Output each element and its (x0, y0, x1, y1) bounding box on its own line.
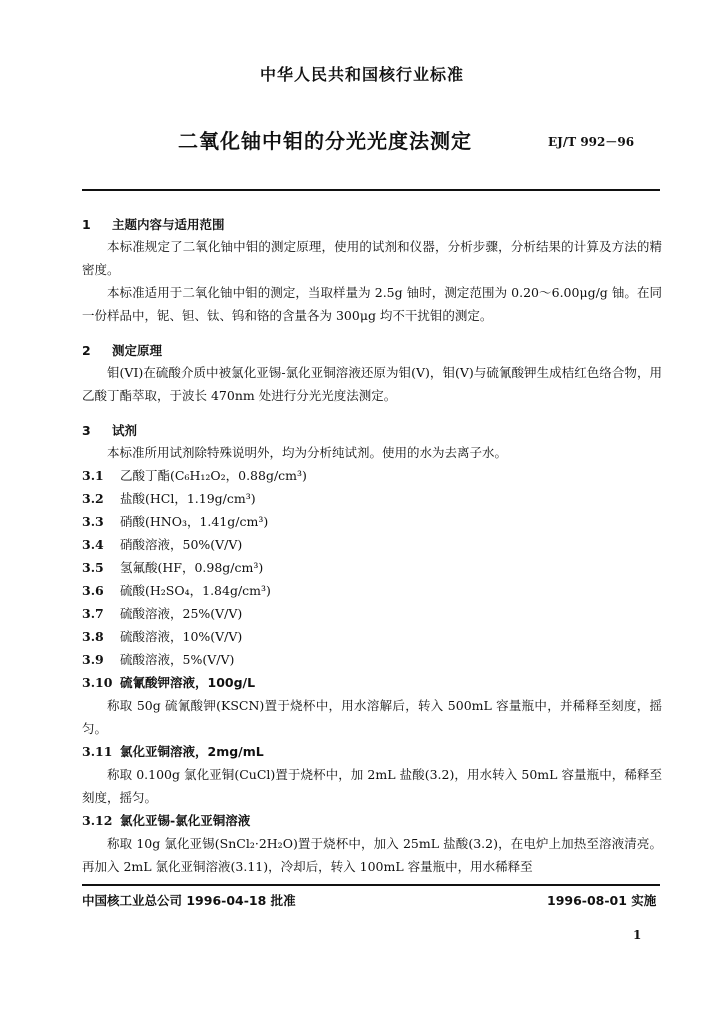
reagent-item: 3.3 硝酸(HNO₃，1.41g/cm³) (82, 514, 269, 529)
reagent-item: 3.6 硫酸(H₂SO₄，1.84g/cm³) (82, 583, 271, 598)
implementation-date: 1996-08-01 实施 (547, 893, 657, 908)
reagent-item: 3.9 硫酸溶液，5%(V/V) (82, 652, 235, 667)
paragraph: 钼(VI)在硫酸介质中被氯化亚锡-氯化亚铜溶液还原为钼(V)，钼(V)与硫氰酸钾生成桔红色络合物，用乙酸丁酯萃取，于波长 470nm 处进行分光光度法测定。 (82, 365, 662, 403)
standard-code: EJ/T 992－96 (548, 135, 635, 149)
reagent-item: 3.8 硫酸溶液，10%(V/V) (82, 629, 243, 644)
reagent-item: 3.12 氯化亚锡-氯化亚铜溶液 (82, 813, 251, 828)
document-title: 二氧化铀中钼的分光光度法测定 (178, 129, 472, 153)
reagent-item: 3.10 硫氰酸钾溶液，100g/L (82, 675, 256, 690)
reagent-description: 称取 50g 硫氰酸钾(KSCN)置于烧杯中，用水溶解后，转入 500mL 容量瓶中，并稀释至刻度，摇匀。 (82, 698, 662, 736)
section-heading: 2 测定原理 (82, 343, 163, 358)
section-heading: 3 试剂 (82, 423, 138, 438)
footer-divider (82, 884, 660, 886)
paragraph: 本标准规定了二氧化铀中钼的测定原理，使用的试剂和仪器，分析步骤，分析结果的计算及方法的精密度。 (82, 239, 662, 277)
reagent-item: 3.4 硝酸溶液，50%(V/V) (82, 537, 243, 552)
document-body (82, 215, 662, 878)
paragraph: 本标准适用于二氧化铀中钼的测定，当取样量为 2.5g 铀时，测定范围为 0.20～6.00μg/g 铀。在同一份样品中，铌、钽、钛、钨和铬的含量各为 300μg 均不干扰钼的测定。 (82, 285, 662, 323)
reagent-item: 3.2 盐酸(HCl，1.19g/cm³) (82, 491, 256, 506)
approval-note: 中国核工业总公司 1996-04-18 批准 (82, 893, 296, 908)
reagent-description: 称取 0.100g 氯化亚铜(CuCl)置于烧杯中，加 2mL 盐酸(3.2)，用水转入 50mL 容量瓶中，稀释至刻度，摇匀。 (82, 767, 662, 805)
reagent-item: 3.1 乙酸丁酯(C₆H₁₂O₂，0.88g/cm³) (82, 468, 307, 483)
header-divider (82, 189, 660, 191)
reagent-item: 3.7 硫酸溶液，25%(V/V) (82, 606, 243, 621)
reagent-description: 称取 10g 氯化亚锡(SnCl₂·2H₂O)置于烧杯中，加入 25mL 盐酸(3.2)，在电炉上加热至溶液清亮。再加入 2mL 氯化亚铜溶液(3.11)，冷却后，转入 100mL 容量瓶中，用水稀释至 (82, 836, 662, 874)
industry-standard-heading: 中华人民共和国核行业标准 (259, 65, 464, 84)
reagent-item: 3.5 氢氟酸(HF，0.98g/cm³) (82, 560, 264, 575)
paragraph: 本标准所用试剂除特殊说明外，均为分析纯试剂。使用的水为去离子水。 (107, 445, 508, 460)
reagent-item: 3.11 氯化亚铜溶液，2mg/mL (82, 744, 264, 759)
section-heading: 1 主题内容与适用范围 (82, 217, 225, 232)
page-number: 1 (633, 928, 642, 942)
